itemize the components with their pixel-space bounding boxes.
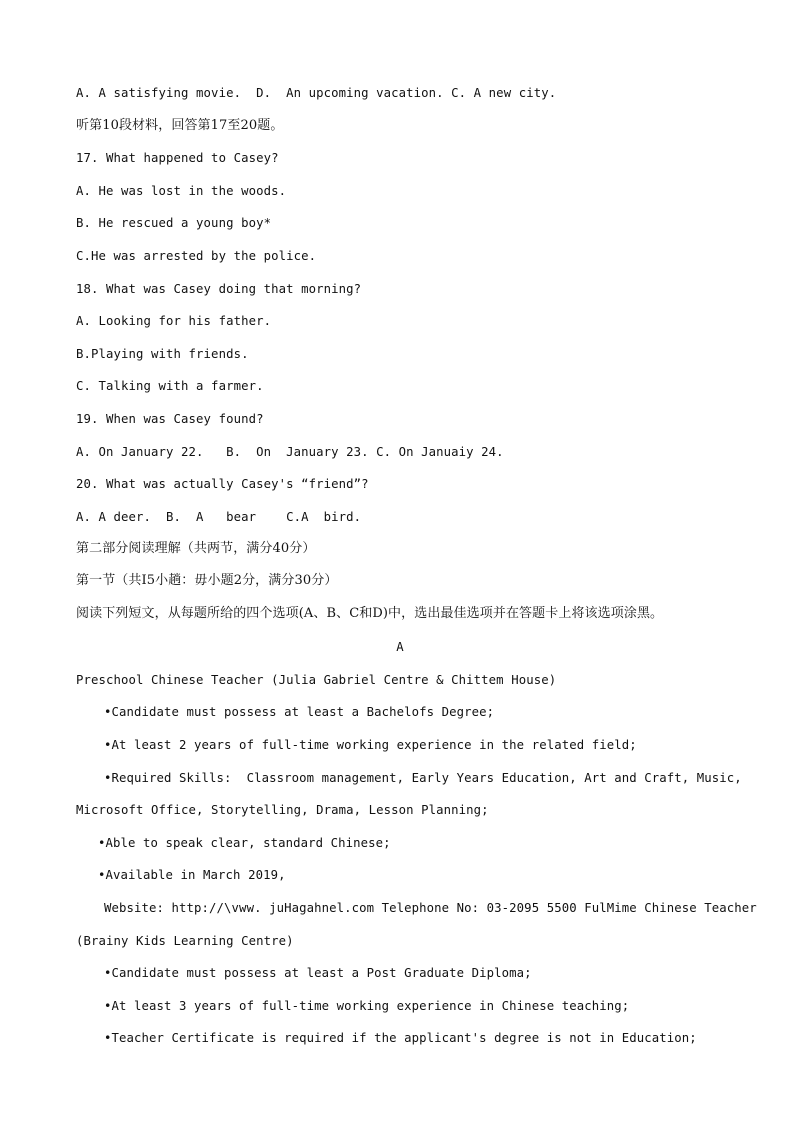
section-one-heading: 第一节（共I5小趟：毋小题2分，满分30分） (76, 573, 338, 588)
q18-option-c: C. Talking with a farmer. (76, 379, 264, 393)
requirement-experience-3y: •At least 3 years of full-time working experience in Chinese teaching; (104, 999, 630, 1013)
job-employer-brainy-kids: (Brainy Kids Learning Centre) (76, 934, 294, 948)
q18-option-a: A. Looking for his father. (76, 314, 272, 328)
requirement-skills: •Required Skills: Classroom management, Early Years Education, Art and Craft, Music, (104, 771, 742, 785)
contact-info: Website: http://\vww. juHagahnel.com Telephone No: 03-2095 5500 FulMime Chinese Teacher (104, 901, 757, 915)
q18-option-b: B.Playing with friends. (76, 347, 249, 361)
q19-options: A. On January 22. B. On January 23. C. On Januaiy 24. (76, 445, 504, 459)
section-instruction-q17-20: 听第10段材料，回答第17至20题。 (76, 118, 284, 133)
requirement-bachelor: •Candidate must possess at least a Bachelofs Degree; (104, 705, 495, 719)
job-title-preschool: Preschool Chinese Teacher (Julia Gabriel Centre & Chittem House) (76, 673, 557, 687)
requirement-skills-cont: Microsoft Office, Storytelling, Drama, Lesson Planning; (76, 803, 489, 817)
part-two-heading: 第二部分阅读理解（共两节，满分40分） (76, 541, 316, 556)
q17-option-b: B. He rescued a young boy* (76, 216, 272, 230)
q17-option-a: A. He was lost in the woods. (76, 184, 287, 198)
requirement-availability: •Available in March 2019, (98, 868, 286, 882)
question-20: 20. What was actually Casey's “friend”? (76, 477, 369, 491)
q16-options: A. A satisfying movie. D. An upcoming vacation. C. A new city. (76, 86, 557, 100)
question-17: 17. What happened to Casey? (76, 151, 279, 165)
requirement-experience-2y: •At least 2 years of full-time working experience in the related field; (104, 738, 637, 752)
reading-instruction: 阅读下列短文，从每题所给的四个选项(A、B、C和D)中，选出最佳选项并在答题卡上将该选项涂黑。 (76, 606, 664, 621)
question-19: 19. When was Casey found? (76, 412, 264, 426)
question-18: 18. What was Casey doing that morning? (76, 282, 362, 296)
requirement-teacher-certificate: •Teacher Certificate is required if the applicant's degree is not in Education; (104, 1031, 697, 1045)
q20-options: A. A deer. B. A bear C.A bird. (76, 510, 362, 524)
requirement-pg-diploma: •Candidate must possess at least a Post Graduate Diploma; (104, 966, 532, 980)
q17-option-c: C.He was arrested by the police. (76, 249, 317, 263)
requirement-chinese: •Able to speak clear, standard Chinese; (98, 836, 391, 850)
passage-label: A (396, 640, 404, 654)
